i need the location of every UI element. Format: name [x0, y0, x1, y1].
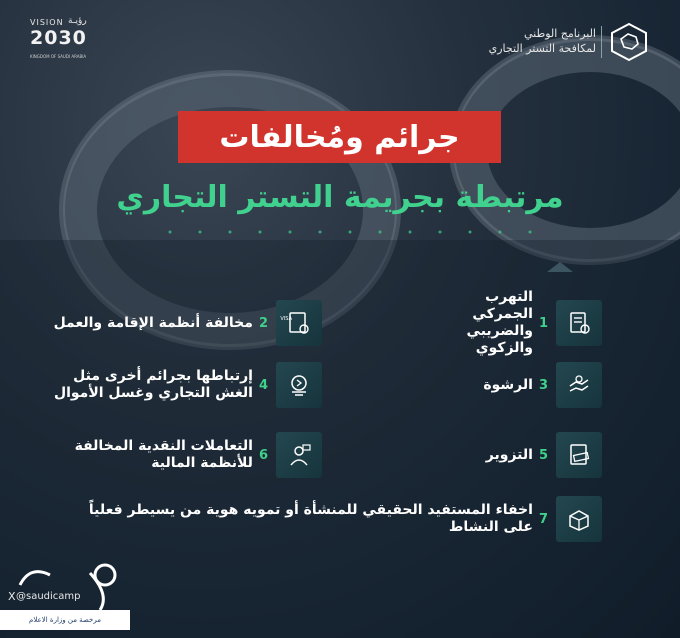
saudi-map-hexagon-icon [608, 22, 650, 62]
vision-arabic: رؤيـة [68, 16, 87, 26]
item-label-3: الرشوة [483, 376, 533, 393]
item-number-1: 1 [538, 315, 548, 331]
vision-year: 2030 [30, 27, 87, 49]
item-label-7: اخفاء المستفيد الحقيقي للمنشأة أو تمويه هوية من يسيطر فعلياً على النشاط [88, 502, 533, 535]
item-number-6: 6 [258, 447, 268, 463]
vision-kingdom: KINGDOM OF SAUDI ARABIA [30, 54, 87, 59]
item-label-6: التعاملات النقدية المخالفة للأنظمة المالية [74, 438, 253, 471]
item-number-2: 2 [258, 315, 268, 331]
list-item-2 [32, 296, 322, 350]
license-note: مرخصة من وزارة الاعلام [0, 610, 130, 630]
list-item-3 [342, 358, 602, 412]
item-label-2: مخالفة أنظمة الإقامة والعمل [53, 314, 253, 331]
item-label-4: إرتباطها بجرائم أخرى مثل الغش التجاري وغسل الأموال [53, 368, 253, 401]
hidden-owner-box-icon [556, 496, 602, 542]
item-label-5: التزوير [485, 446, 533, 463]
pointer-arrow [547, 262, 573, 272]
program-name [436, 26, 596, 56]
program-name-line1: البرنامج الوطني [523, 27, 596, 40]
svg-text:VISA: VISA [280, 316, 292, 322]
tax-document-icon [556, 300, 602, 346]
forged-document-icon [556, 432, 602, 478]
program-name-line2: لمكافحة التستر التجاري [488, 42, 596, 55]
item-number-7: 7 [538, 511, 548, 527]
social-handle: @saudicamp [16, 591, 81, 602]
dotted-separator [160, 228, 540, 236]
program-divider [601, 26, 602, 58]
cash-transaction-icon [276, 432, 322, 478]
list-item-4 [32, 358, 322, 412]
item-label-1: التهرب الجمركي والضريبي والزكوي [466, 289, 533, 356]
list-item-1 [342, 289, 602, 356]
list-item-5 [342, 428, 602, 482]
subtitle: مرتبطة بجريمة التستر التجاري [116, 180, 564, 215]
list-item-7 [62, 492, 602, 546]
main-title: جرائم ومُخالفات [178, 111, 501, 163]
list-item-6 [32, 428, 322, 482]
x-logo-icon: X [8, 590, 16, 603]
visa-document-icon [276, 300, 322, 346]
item-number-5: 5 [538, 447, 548, 463]
item-number-3: 3 [538, 377, 548, 393]
money-laundering-icon [276, 362, 322, 408]
bribe-exchange-icon [556, 362, 602, 408]
program-logo [430, 22, 650, 62]
item-number-4: 4 [258, 377, 268, 393]
vision-word: VISION [30, 18, 64, 27]
vision-2030-logo [30, 18, 102, 64]
